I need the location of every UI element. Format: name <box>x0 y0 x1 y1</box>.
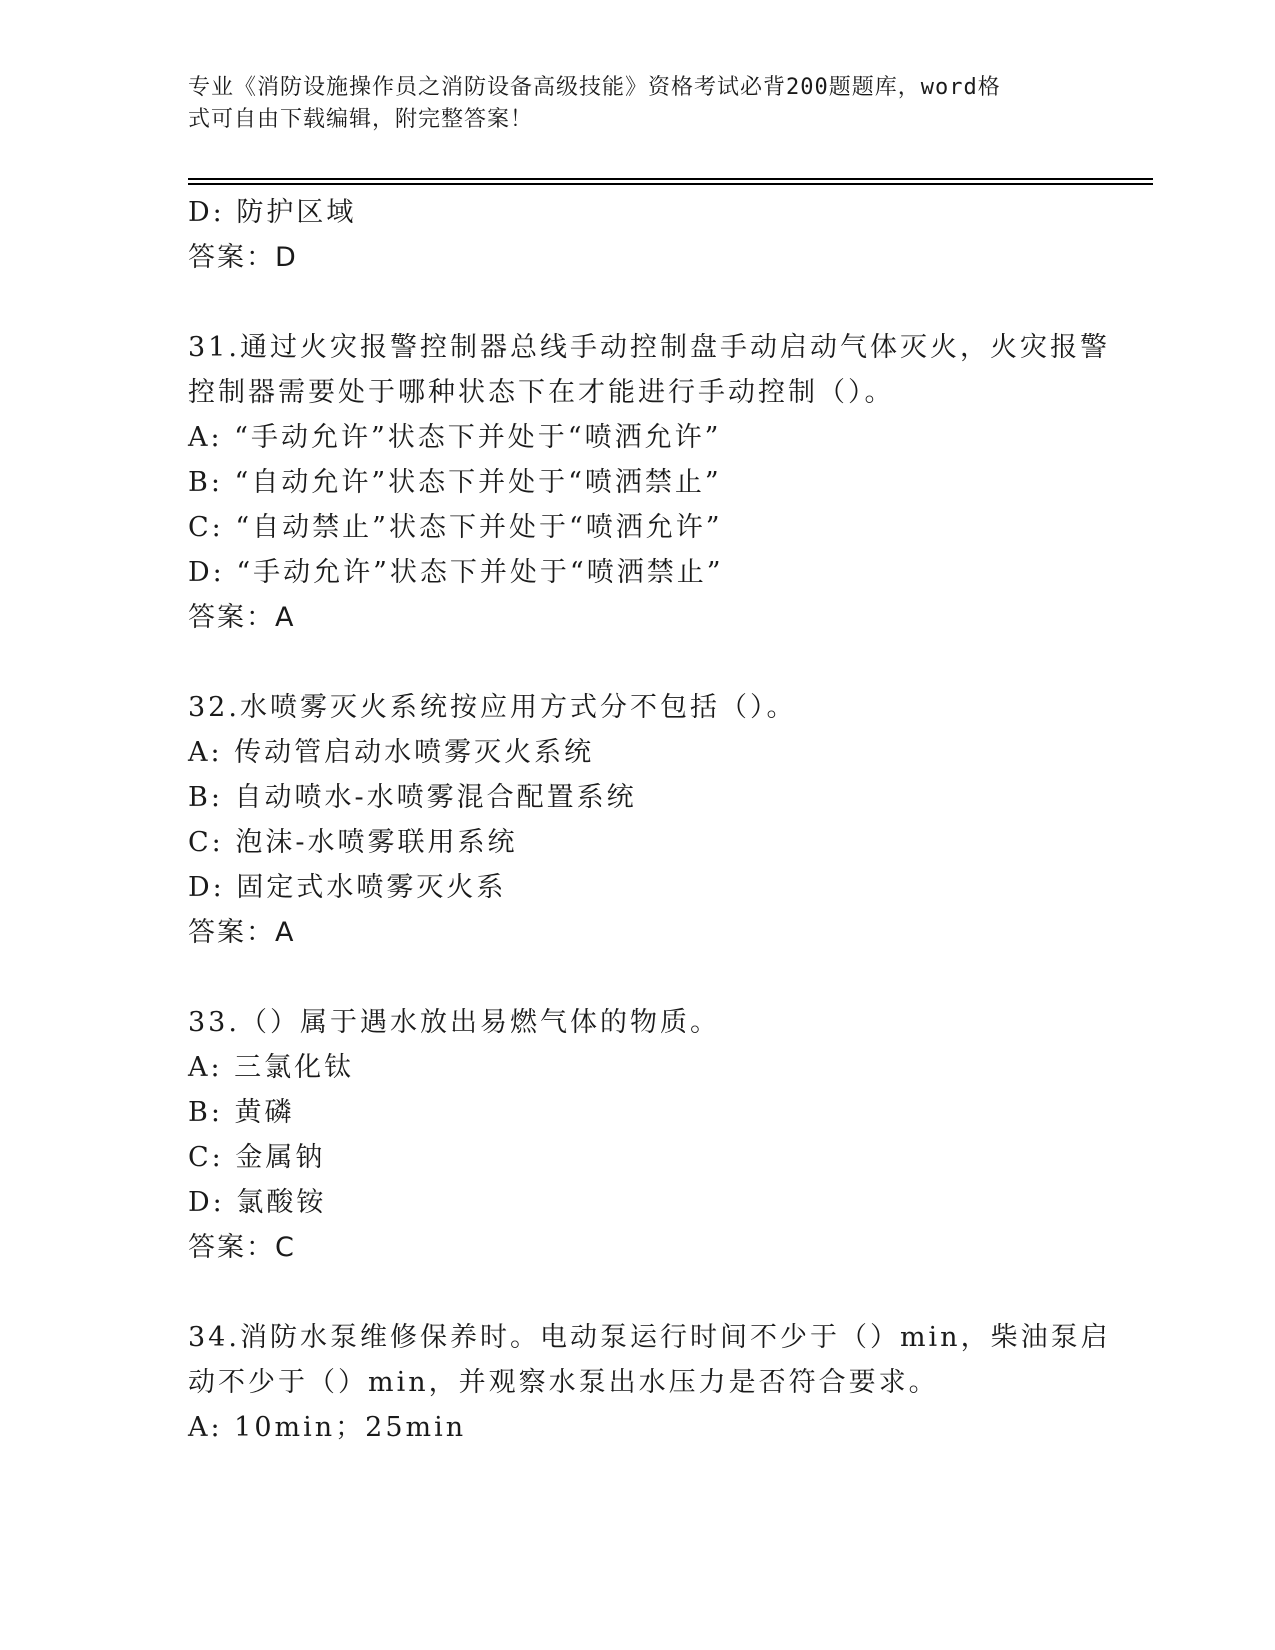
prev-question <box>188 190 1068 280</box>
answer: 答案：A <box>188 602 296 633</box>
question-text-line-2: 动不少于（）min，并观察水泵出水压力是否符合要求。 <box>188 1367 939 1398</box>
option-c: C: 泡沫-水喷雾联用系统 <box>188 827 518 858</box>
answer: 答案：C <box>188 1232 296 1263</box>
option-a: A: 传动管启动水喷雾灭火系统 <box>188 737 595 768</box>
header-divider-bottom <box>188 183 1153 185</box>
header-line-2: 式可自由下载编辑，附完整答案！ <box>188 107 534 132</box>
option-a: A: “手动允许”状态下并处于“喷洒允许” <box>188 422 722 453</box>
option-d: D: “手动允许”状态下并处于“喷洒禁止” <box>188 557 724 588</box>
option-b: B: “自动允许”状态下并处于“喷洒禁止” <box>188 467 722 498</box>
question-31 <box>188 325 1110 640</box>
question-text-line-1: 31.通过火灾报警控制器总线手动控制盘手动启动气体灭火，火灾报警 <box>188 332 1110 363</box>
option-d: D: 固定式水喷雾灭火系 <box>188 872 507 903</box>
option-c: C: “自动禁止”状态下并处于“喷洒允许” <box>188 512 723 543</box>
question-text-line-1: 32.水喷雾灭火系统按应用方式分不包括（）。 <box>188 692 797 723</box>
question-34 <box>188 1315 1111 1450</box>
question-text-line-1: 34.消防水泵维修保养时。电动泵运行时间不少于（）min，柴油泵启 <box>188 1322 1111 1353</box>
question-32 <box>188 685 1068 955</box>
question-33 <box>188 1000 1068 1270</box>
question-text-line-2: 控制器需要处于哪种状态下在才能进行手动控制（）。 <box>188 377 895 408</box>
option-b: B: 黄磷 <box>188 1097 295 1128</box>
option-a: A: 三氯化钛 <box>188 1052 355 1083</box>
header-divider-top <box>188 178 1153 180</box>
answer: 答案：D <box>188 242 298 273</box>
option-d: D: 防护区域 <box>188 197 357 228</box>
option-c: C: 金属钠 <box>188 1142 326 1173</box>
header-line-1: 专业《消防设施操作员之消防设备高级技能》资格考试必背200题题库，word格 <box>188 75 1001 100</box>
option-d: D: 氯酸铵 <box>188 1187 327 1218</box>
option-b: B: 自动喷水-水喷雾混合配置系统 <box>188 782 637 813</box>
document-header <box>188 72 1068 136</box>
question-list <box>188 190 1111 1450</box>
option-a: A: 10min；25min <box>188 1412 467 1443</box>
question-text-line-1: 33.（）属于遇水放出易燃气体的物质。 <box>188 1007 720 1038</box>
answer: 答案：A <box>188 917 296 948</box>
